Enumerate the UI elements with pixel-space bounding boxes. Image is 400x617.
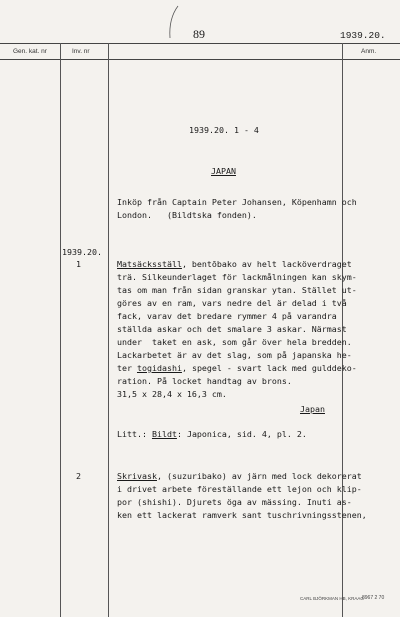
col-header-anm: Anm. (361, 48, 377, 55)
item-1-dimensions: 31,5 x 28,4 x 16,3 cm. (117, 389, 227, 399)
item-1-line: ställda askar och det smalare 3 askar. Närmast (117, 324, 347, 334)
col-header-inv: Inv. nr (72, 48, 90, 55)
acquisition-line-2: London. (Bildtska fonden). (117, 210, 257, 220)
item-1-literature: Litt.: Bildt: Japonica, sid. 4, pl. 2. (117, 429, 307, 439)
item-2-line: ken ett lackerat ramverk sant tuschrivningsstenen, (117, 510, 367, 520)
item-1-first-line: Matsäcksställ, bentōbako av helt lacköverdraget (117, 259, 352, 269)
page-number: 89 (193, 27, 205, 41)
entry-country: JAPAN (211, 166, 236, 176)
item-2-first-line: Skrivask, (suzuribako) av järn med lock dekorerat (117, 471, 362, 481)
item-2-inv-number: 2 (76, 471, 81, 481)
item-1-origin: Japan (300, 404, 325, 414)
item-1-term: togidashi (136, 363, 182, 373)
item-1-term-line: ter togidashi, spegel - svart lack med gulddeko- (117, 363, 357, 373)
item-1-line: ration. På locket handtag av brons. (117, 376, 292, 386)
item-1-literature-source: Bildt (151, 429, 177, 439)
item-1-line: under taket en ask, som går över hela bredden. (117, 337, 352, 347)
item-2-title: Skrivask (117, 471, 157, 481)
pen-mark-decoration (166, 4, 182, 40)
item-1-title: Matsäcksställ (117, 259, 182, 269)
catalog-group-number: 1939.20. (340, 30, 386, 41)
footer-printer: CARL BJÖRKMAN HB, KRAAG (300, 596, 364, 601)
item-2-line: por (shishi). Djurets öga av mässing. Inuti as- (117, 497, 352, 507)
item-1-line: Lackarbetet är av det slag, som på japanska he- (117, 350, 352, 360)
item-1-inv-number: 1 (76, 259, 81, 269)
acquisition-line-1: Inköp från Captain Peter Johansen, Köpenhamn och (117, 197, 357, 207)
item-2-line: i drivet arbete föreställande ett lejon och klip- (117, 484, 362, 494)
column-rule-1 (60, 43, 61, 617)
column-rule-2 (108, 43, 109, 617)
col-header-gen-kat: Gen. kat. nr (13, 48, 47, 55)
entry-range: 1939.20. 1 - 4 (189, 125, 259, 135)
item-1-inv-prefix: 1939.20. (62, 247, 102, 257)
item-1-line: göres av en ram, vars nedre del är delad i två (117, 298, 347, 308)
item-1-line: trä. Silkeunderlaget för lackmålningen kan skym- (117, 272, 357, 282)
footer-form-code: 8967 2 70 (362, 595, 385, 601)
item-1-line: tas om man från sidan granskar ytan. Stället ut- (117, 285, 357, 295)
item-1-line: fack, varav det bredare rymmer 4 på varandra (117, 311, 337, 321)
